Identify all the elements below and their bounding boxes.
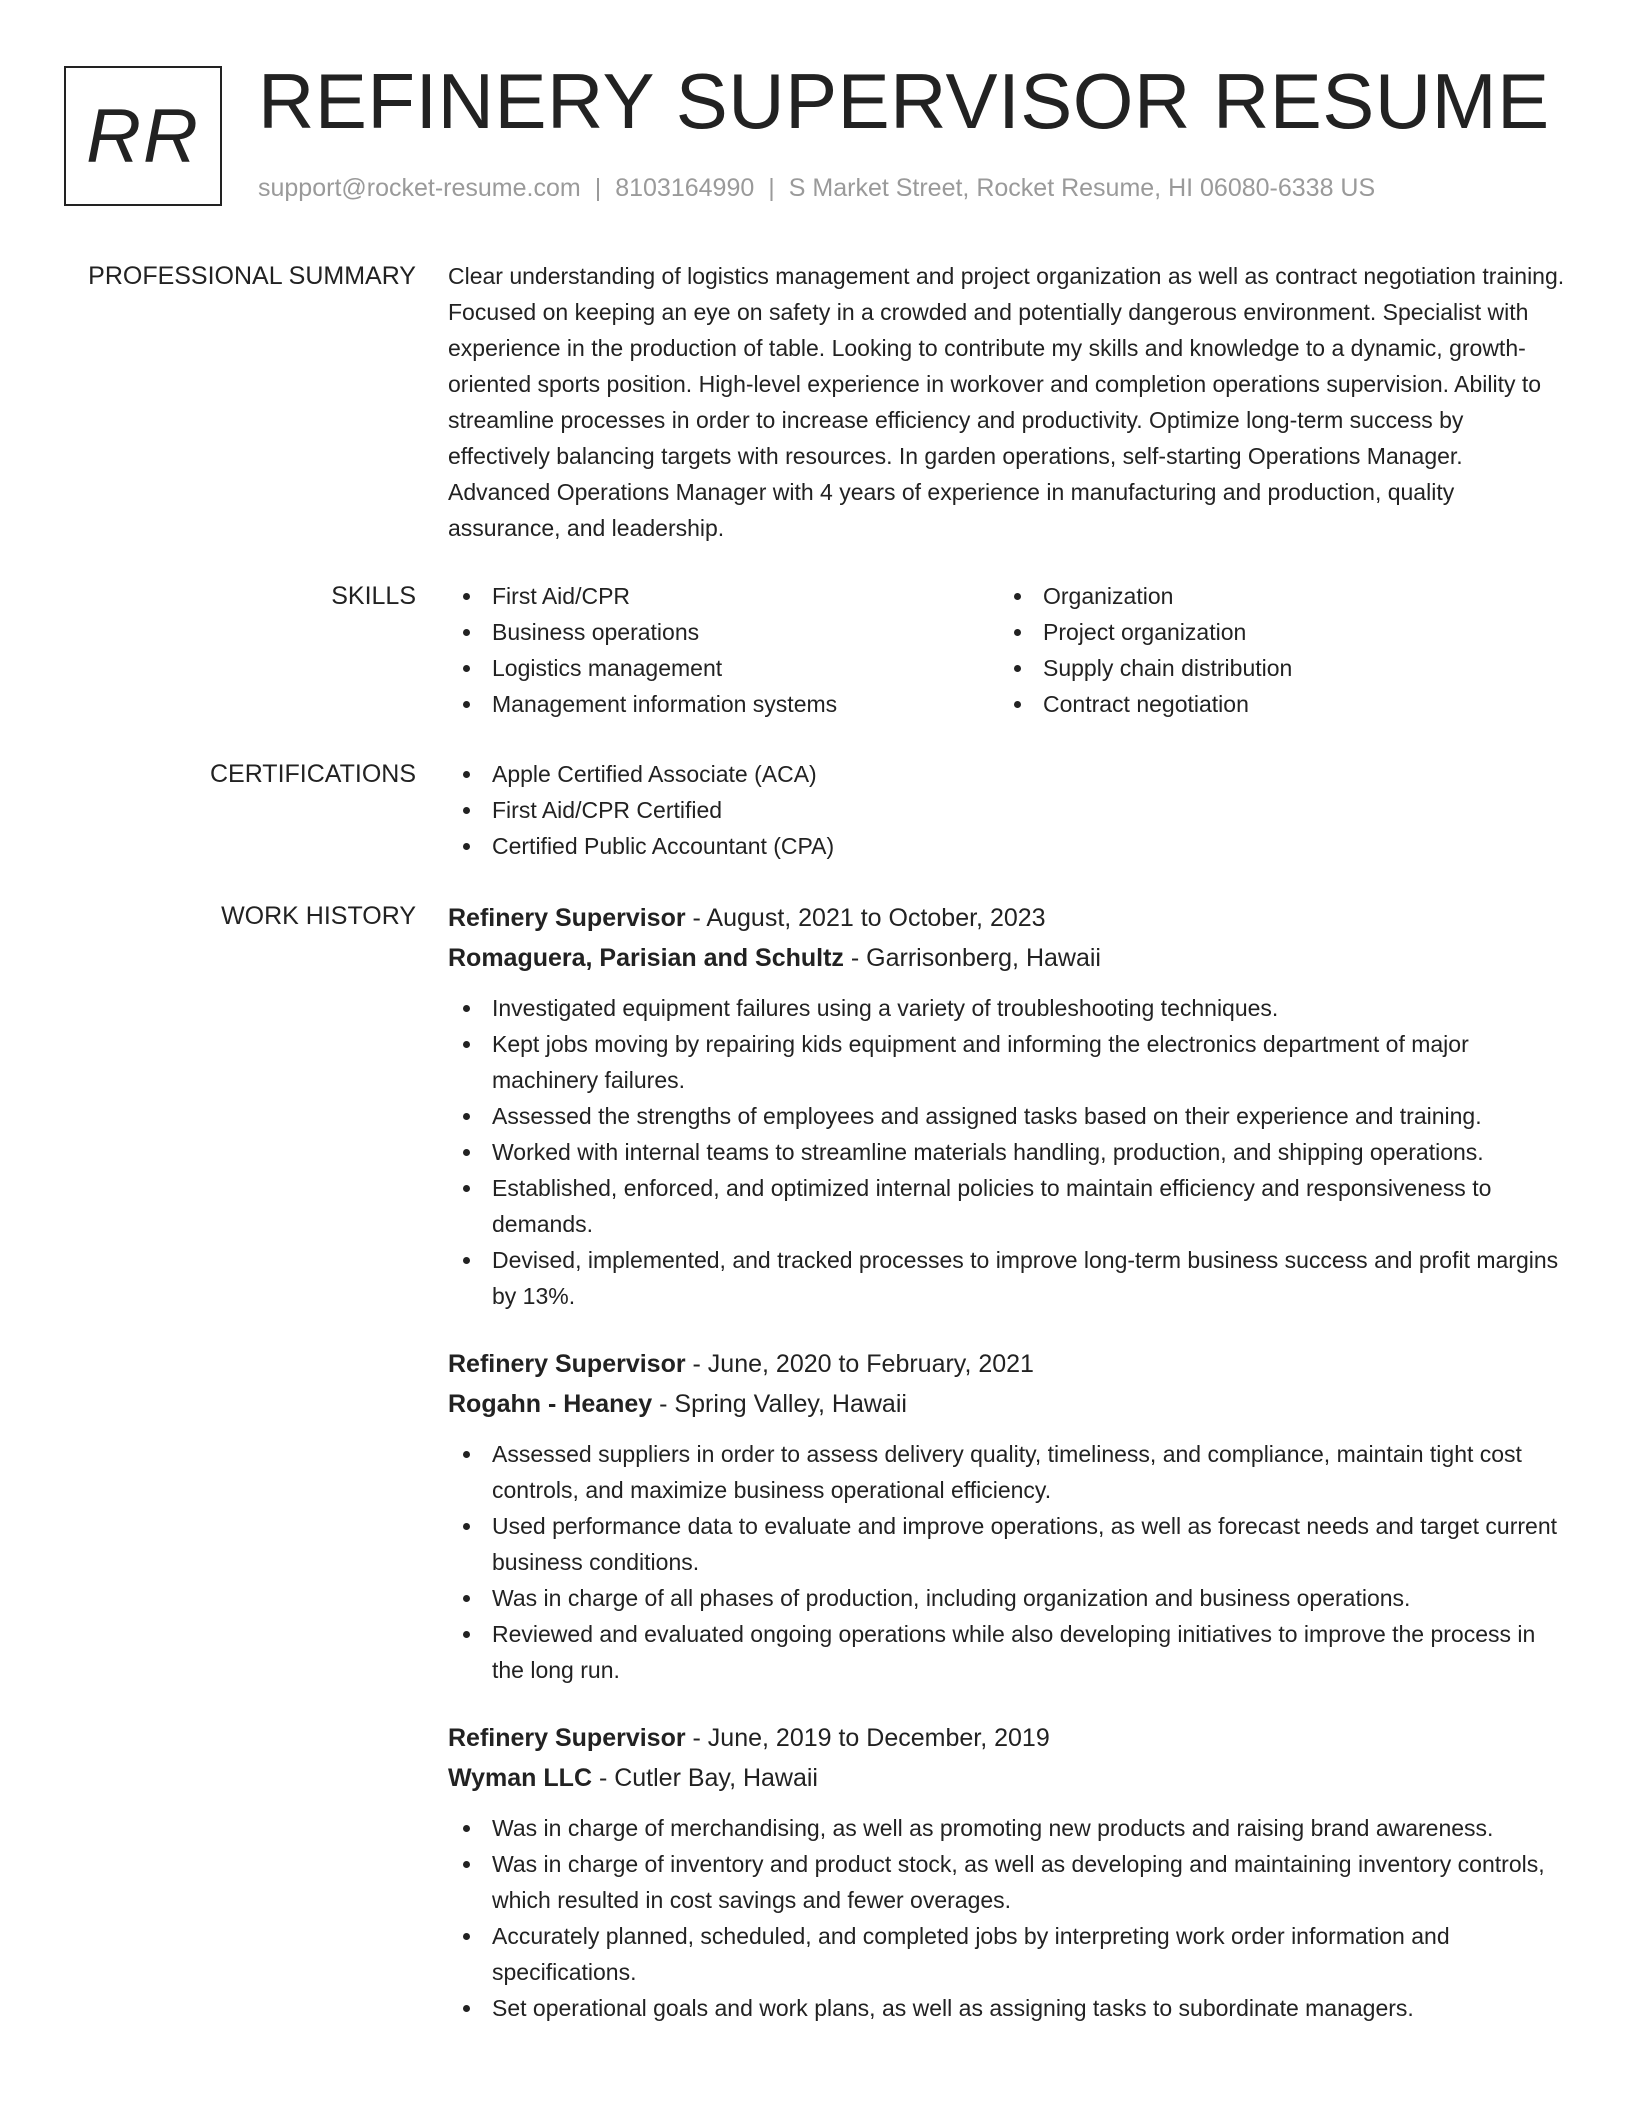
job-company-line bbox=[448, 938, 1570, 978]
job-dates: - June, 2019 to December, 2019 bbox=[685, 1724, 1050, 1752]
job-location: - Garrisonberg, Hawaii bbox=[843, 944, 1101, 972]
skill-item: Management information systems bbox=[448, 686, 999, 722]
work-history-heading: WORK HISTORY bbox=[221, 902, 416, 930]
summary-heading: PROFESSIONAL SUMMARY bbox=[88, 262, 416, 290]
certification-item: Apple Certified Associate (ACA) bbox=[448, 756, 1570, 792]
certifications-list bbox=[448, 756, 1570, 864]
certification-item: First Aid/CPR Certified bbox=[448, 792, 1570, 828]
monogram-logo: RR bbox=[64, 66, 222, 206]
job-location: - Cutler Bay, Hawaii bbox=[592, 1764, 818, 1792]
job-entry bbox=[448, 1344, 1570, 1688]
certifications-heading: CERTIFICATIONS bbox=[209, 760, 416, 788]
certification-item: Certified Public Accountant (CPA) bbox=[448, 828, 1570, 864]
resume-title: REFINERY SUPERVISOR RESUME bbox=[258, 57, 1550, 145]
job-bullet: Was in charge of merchandising, as well as promoting new products and raising brand awareness. bbox=[448, 1810, 1570, 1846]
job-company: Rogahn - Heaney bbox=[448, 1390, 653, 1418]
job-title: Refinery Supervisor bbox=[448, 904, 686, 932]
skills-column-left bbox=[448, 578, 999, 722]
skills-body bbox=[448, 578, 1570, 722]
job-dates: - June, 2020 to February, 2021 bbox=[685, 1350, 1034, 1378]
skills-grid bbox=[448, 578, 1570, 722]
job-bullet: Assessed the strengths of employees and assigned tasks based on their experience and training. bbox=[448, 1098, 1570, 1134]
job-bullet: Worked with internal teams to streamline materials handling, production, and shipping operations. bbox=[448, 1134, 1570, 1170]
job-bullet: Devised, implemented, and tracked processes to improve long-term business success and profit margins by 13%. bbox=[448, 1242, 1570, 1314]
job-bullets bbox=[448, 990, 1570, 1314]
job-company: Wyman LLC bbox=[448, 1764, 592, 1792]
job-title: Refinery Supervisor bbox=[448, 1350, 686, 1378]
job-company-line bbox=[448, 1758, 1570, 1798]
job-title-line bbox=[448, 1344, 1570, 1384]
skills-heading: SKILLS bbox=[331, 582, 416, 610]
contact-email[interactable]: support@rocket-resume.com bbox=[258, 174, 581, 202]
skills-column-right bbox=[999, 578, 1550, 722]
contact-phone[interactable]: 8103164990 bbox=[615, 174, 755, 202]
job-bullet: Assessed suppliers in order to assess delivery quality, timeliness, and compliance, maintain tight cost controls, and maximize business operational efficiency. bbox=[448, 1436, 1570, 1508]
job-title-line bbox=[448, 1718, 1570, 1758]
skill-item: Business operations bbox=[448, 614, 999, 650]
job-bullet: Reviewed and evaluated ongoing operations while also developing initiatives to improve the process in the long run. bbox=[448, 1616, 1570, 1688]
skill-item: Contract negotiation bbox=[999, 686, 1550, 722]
skill-item: Project organization bbox=[999, 614, 1550, 650]
skill-item: First Aid/CPR bbox=[448, 578, 999, 614]
job-bullet: Used performance data to evaluate and improve operations, as well as forecast needs and target current business conditions. bbox=[448, 1508, 1570, 1580]
skill-item: Logistics management bbox=[448, 650, 999, 686]
job-title: Refinery Supervisor bbox=[448, 1724, 686, 1752]
job-bullet: Set operational goals and work plans, as well as assigning tasks to subordinate managers. bbox=[448, 1990, 1570, 2026]
job-company-line bbox=[448, 1384, 1570, 1424]
contact-address: S Market Street, Rocket Resume, HI 06080-6338 US bbox=[788, 174, 1376, 202]
job-title-line bbox=[448, 898, 1570, 938]
skill-item: Organization bbox=[999, 578, 1550, 614]
job-bullet: Was in charge of all phases of production, including organization and business operations. bbox=[448, 1580, 1570, 1616]
summary-body bbox=[448, 258, 1570, 546]
job-company: Romaguera, Parisian and Schultz bbox=[448, 944, 844, 972]
job-bullet: Accurately planned, scheduled, and completed jobs by interpreting work order information and specifications. bbox=[448, 1918, 1570, 1990]
job-bullets bbox=[448, 1436, 1570, 1688]
job-bullet: Was in charge of inventory and product stock, as well as developing and maintaining inventory controls, which resulted in cost savings and fewer overages. bbox=[448, 1846, 1570, 1918]
job-entry bbox=[448, 898, 1570, 1314]
job-location: - Spring Valley, Hawaii bbox=[652, 1390, 907, 1418]
job-dates: - August, 2021 to October, 2023 bbox=[685, 904, 1046, 932]
contact-line bbox=[258, 174, 1375, 203]
skill-item: Supply chain distribution bbox=[999, 650, 1550, 686]
job-bullets bbox=[448, 1810, 1570, 2026]
job-bullet: Investigated equipment failures using a variety of troubleshooting techniques. bbox=[448, 990, 1570, 1026]
certifications-body bbox=[448, 756, 1570, 864]
contact-separator: | bbox=[594, 174, 602, 202]
job-bullet: Established, enforced, and optimized internal policies to maintain efficiency and responsiveness to demands. bbox=[448, 1170, 1570, 1242]
job-bullet: Kept jobs moving by repairing kids equipment and informing the electronics department of major machinery failures. bbox=[448, 1026, 1570, 1098]
contact-separator: | bbox=[768, 174, 775, 202]
work-history-body bbox=[448, 898, 1570, 2056]
job-entry bbox=[448, 1718, 1570, 2026]
summary-text: Clear understanding of logistics management and project organization as well as contract negotiation training. Focused on keeping an eye on safety in a crowded and potentially dangerous environment. Specialist with experience in the production of table. Looking to contribute my skills and knowledge to a dynamic, growth-oriented sports position. High-level experience in workover and completion operations supervision. Ability to streamline processes in order to increase efficiency and productivity. Optimize long-term success by effectively balancing targets with resources. In garden operations, self-starting Operations Manager. Advanced Operations Manager with 4 years of experience in manufacturing and production, quality assurance, and leadership. bbox=[448, 263, 1565, 541]
